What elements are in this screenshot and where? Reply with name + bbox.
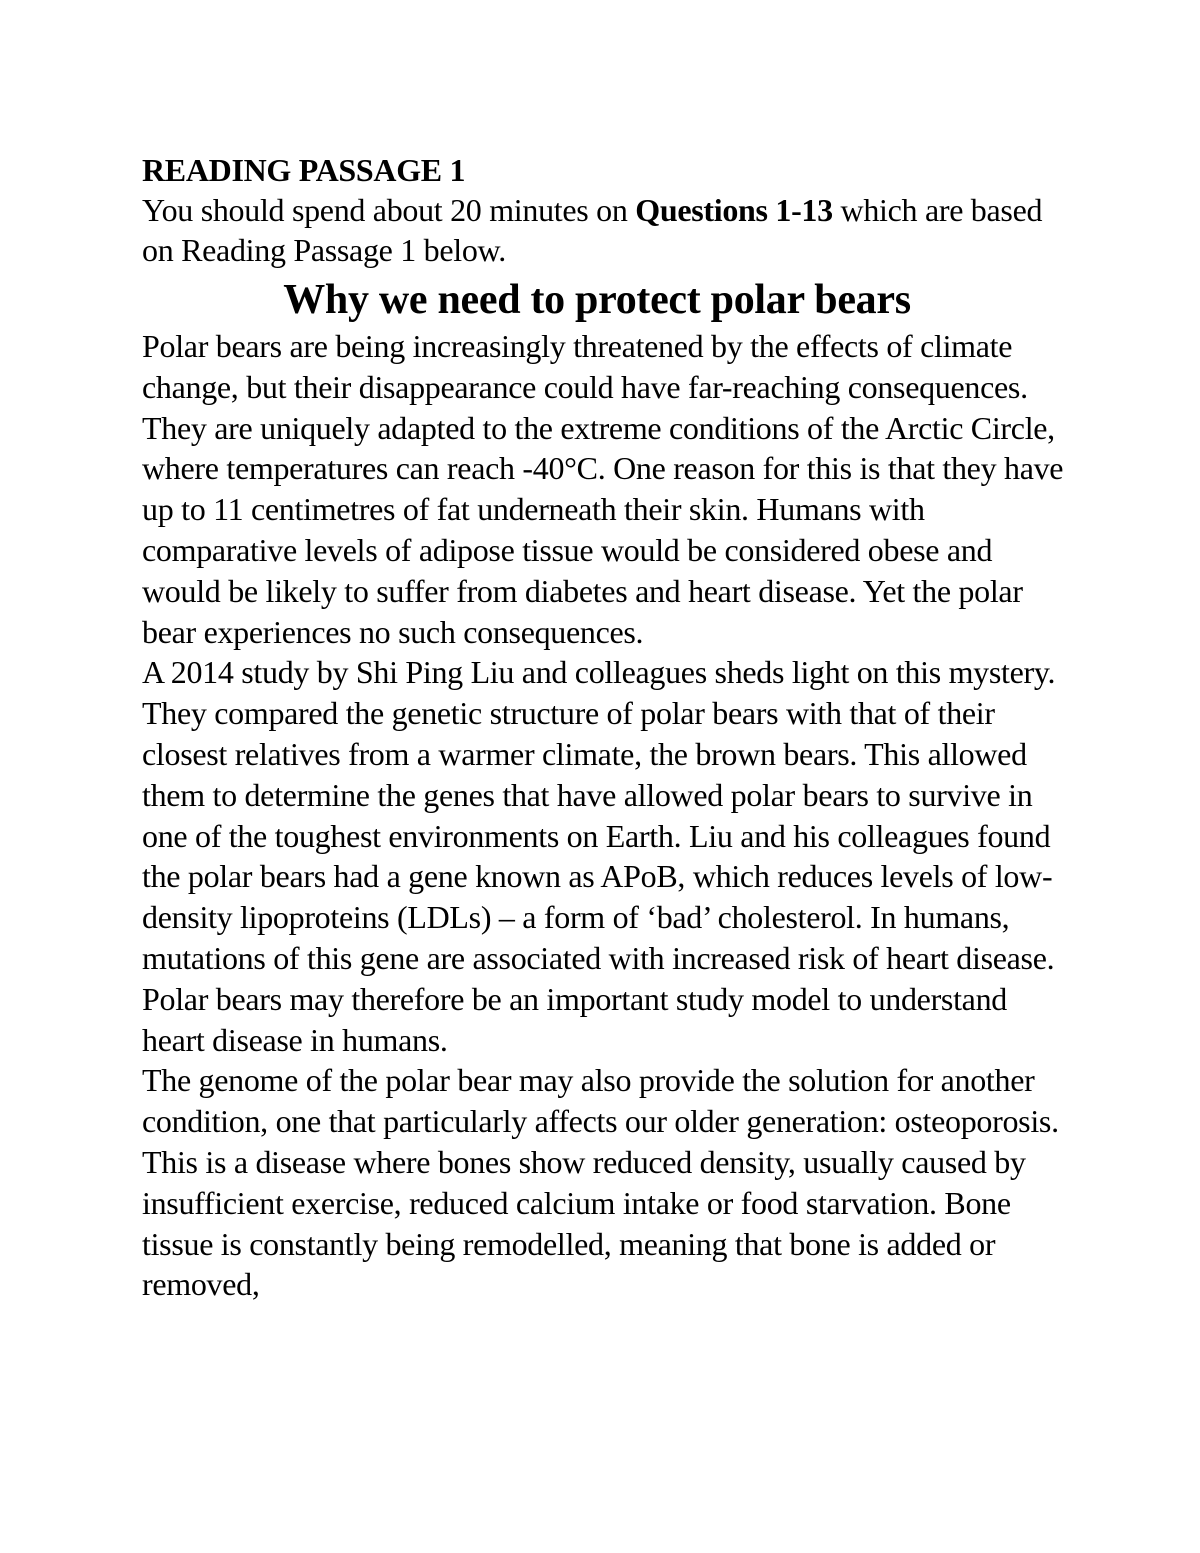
paragraph-1: Polar bears are being increasingly threatened by the effects of climate change, but their disappearance could have far-reaching consequences. They are uniquely adapted to the extreme conditions of the Arctic Circle, where temperatures can reach -40°C. One reason for this is that they have up to 11 centimetres of fat underneath their skin. Humans with comparative levels of adipose tissue would be considered obese and would be likely to suffer from diabetes and heart disease. Yet the polar bear experiences no such consequences.: [142, 328, 1064, 650]
paragraph-3: The genome of the polar bear may also provide the solution for another condition, one that particularly affects our older generation: osteoporosis. This is a disease where bones show reduced density, usually caused by insufficient exercise, reduced calcium intake or food starvation. Bone tissue is constantly being remodelled, meaning that bone is added or removed,: [142, 1062, 1059, 1303]
section-heading: READING PASSAGE 1: [142, 152, 466, 188]
passage-title: Why we need to protect polar bears: [283, 277, 911, 323]
instructions-text-end: which are based on Reading Passage 1 below.: [142, 192, 1043, 268]
instructions: [142, 190, 1072, 270]
paragraph-2: A 2014 study by Shi Ping Liu and colleagues sheds light on this mystery. They compared the genetic structure of polar bears with that of their closest relatives from a warmer climate, the brown bears. This allowed them to determine the genes that have allowed polar bears to survive in one of the toughest environments on Earth. Liu and his colleagues found the polar bears had a gene known as APoB, which reduces levels of low-density lipoproteins (LDLs) – a form of ‘bad’ cholesterol. In humans, mutations of this gene are associated with increased risk of heart disease. Polar bears may therefore be an important study model to understand heart disease in humans.: [142, 654, 1056, 1058]
instructions-text-start: You should spend about 20 minutes on: [142, 192, 636, 228]
questions-range: Questions 1-13: [635, 192, 833, 228]
document-page: [142, 150, 1072, 1305]
